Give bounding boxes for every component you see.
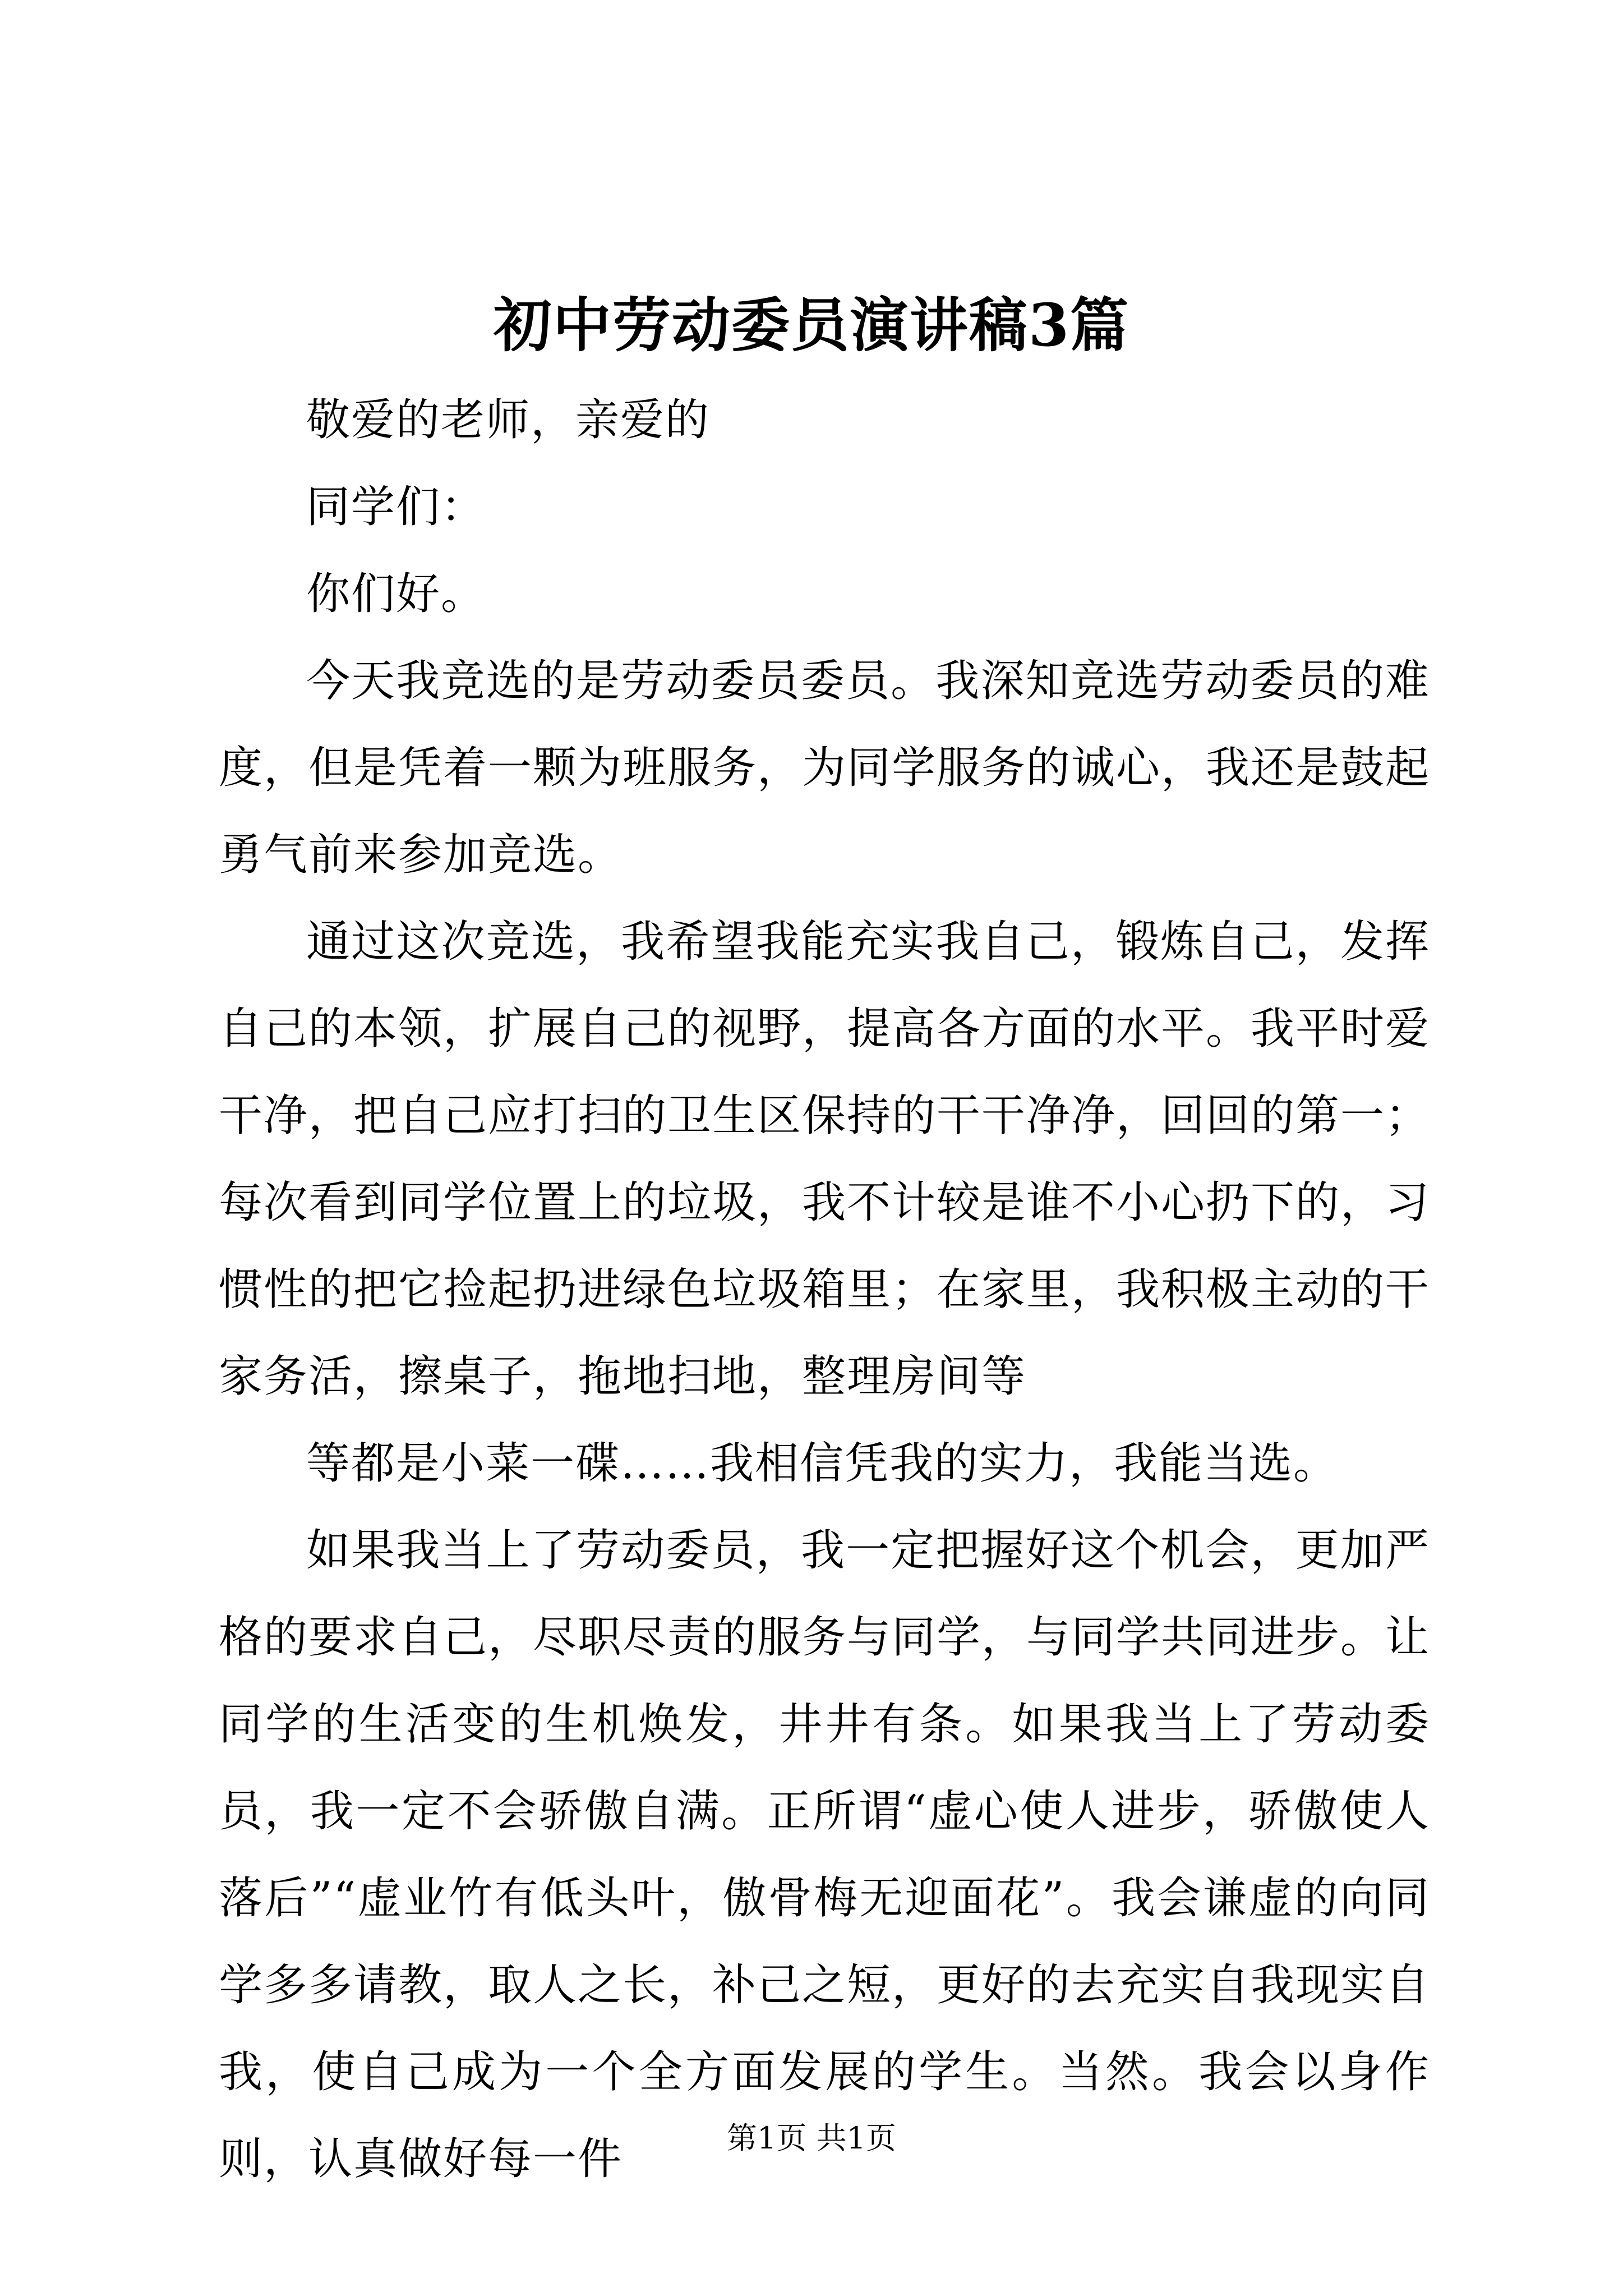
paragraph-promise: 如果我当上了劳动委员，我一定把握好这个机会，更加严格的要求自己，尽职尽责的服务与同学，与同学共同进步。让同学的生活变的生机焕发，井井有条。如果我当上了劳动委员，我一定不会骄傲自满。正所谓“虚心使人进步，骄傲使人落后”“虚业竹有低头叶，傲骨梅无迎面花”。我会谦虚的向同学多多请教，取人之长，补己之短，更好的去充实自我现实自我，使自己成为一个全方面发展的学生。当然。我会以身作则，认真做好每一件 (219, 1525, 1431, 2184)
paragraph-experience: 通过这次竞选，我希望我能充实我自己，锻炼自己，发挥自己的本领，扩展自己的视野，提高各方面的水平。我平时爱干净，把自己应打扫的卫生区保持的干干净净，回回的第一；每次看到同学位置上的垃圾，我不计较是谁不小心扔下的，习惯性的把它捡起扔进绿色垃圾箱里；在家里，我积极主动的干家务活，擦桌子，拖地扫地，整理房间等 (219, 917, 1431, 1402)
paragraph-salutation-continued: 同学们： (306, 482, 486, 532)
paragraph-intro: 今天我竞选的是劳动委员委员。我深知竞选劳动委员的难度，但是凭着一颗为班服务，为同学服务的诚心，我还是鼓起勇气前来参加竞选。 (219, 656, 1431, 880)
document-body (219, 377, 1430, 2203)
document-title: 初中劳动委员演讲稿3篇 (493, 291, 1130, 360)
paragraph-greeting: 你们好。 (306, 569, 486, 619)
page-footer: 第1页 共1页 (727, 2120, 896, 2156)
paragraph-salutation: 敬爱的老师，亲爱的 (306, 395, 711, 445)
paragraph-confidence: 等都是小菜一碟……我相信凭我的实力，我能当选。 (306, 1438, 1339, 1489)
